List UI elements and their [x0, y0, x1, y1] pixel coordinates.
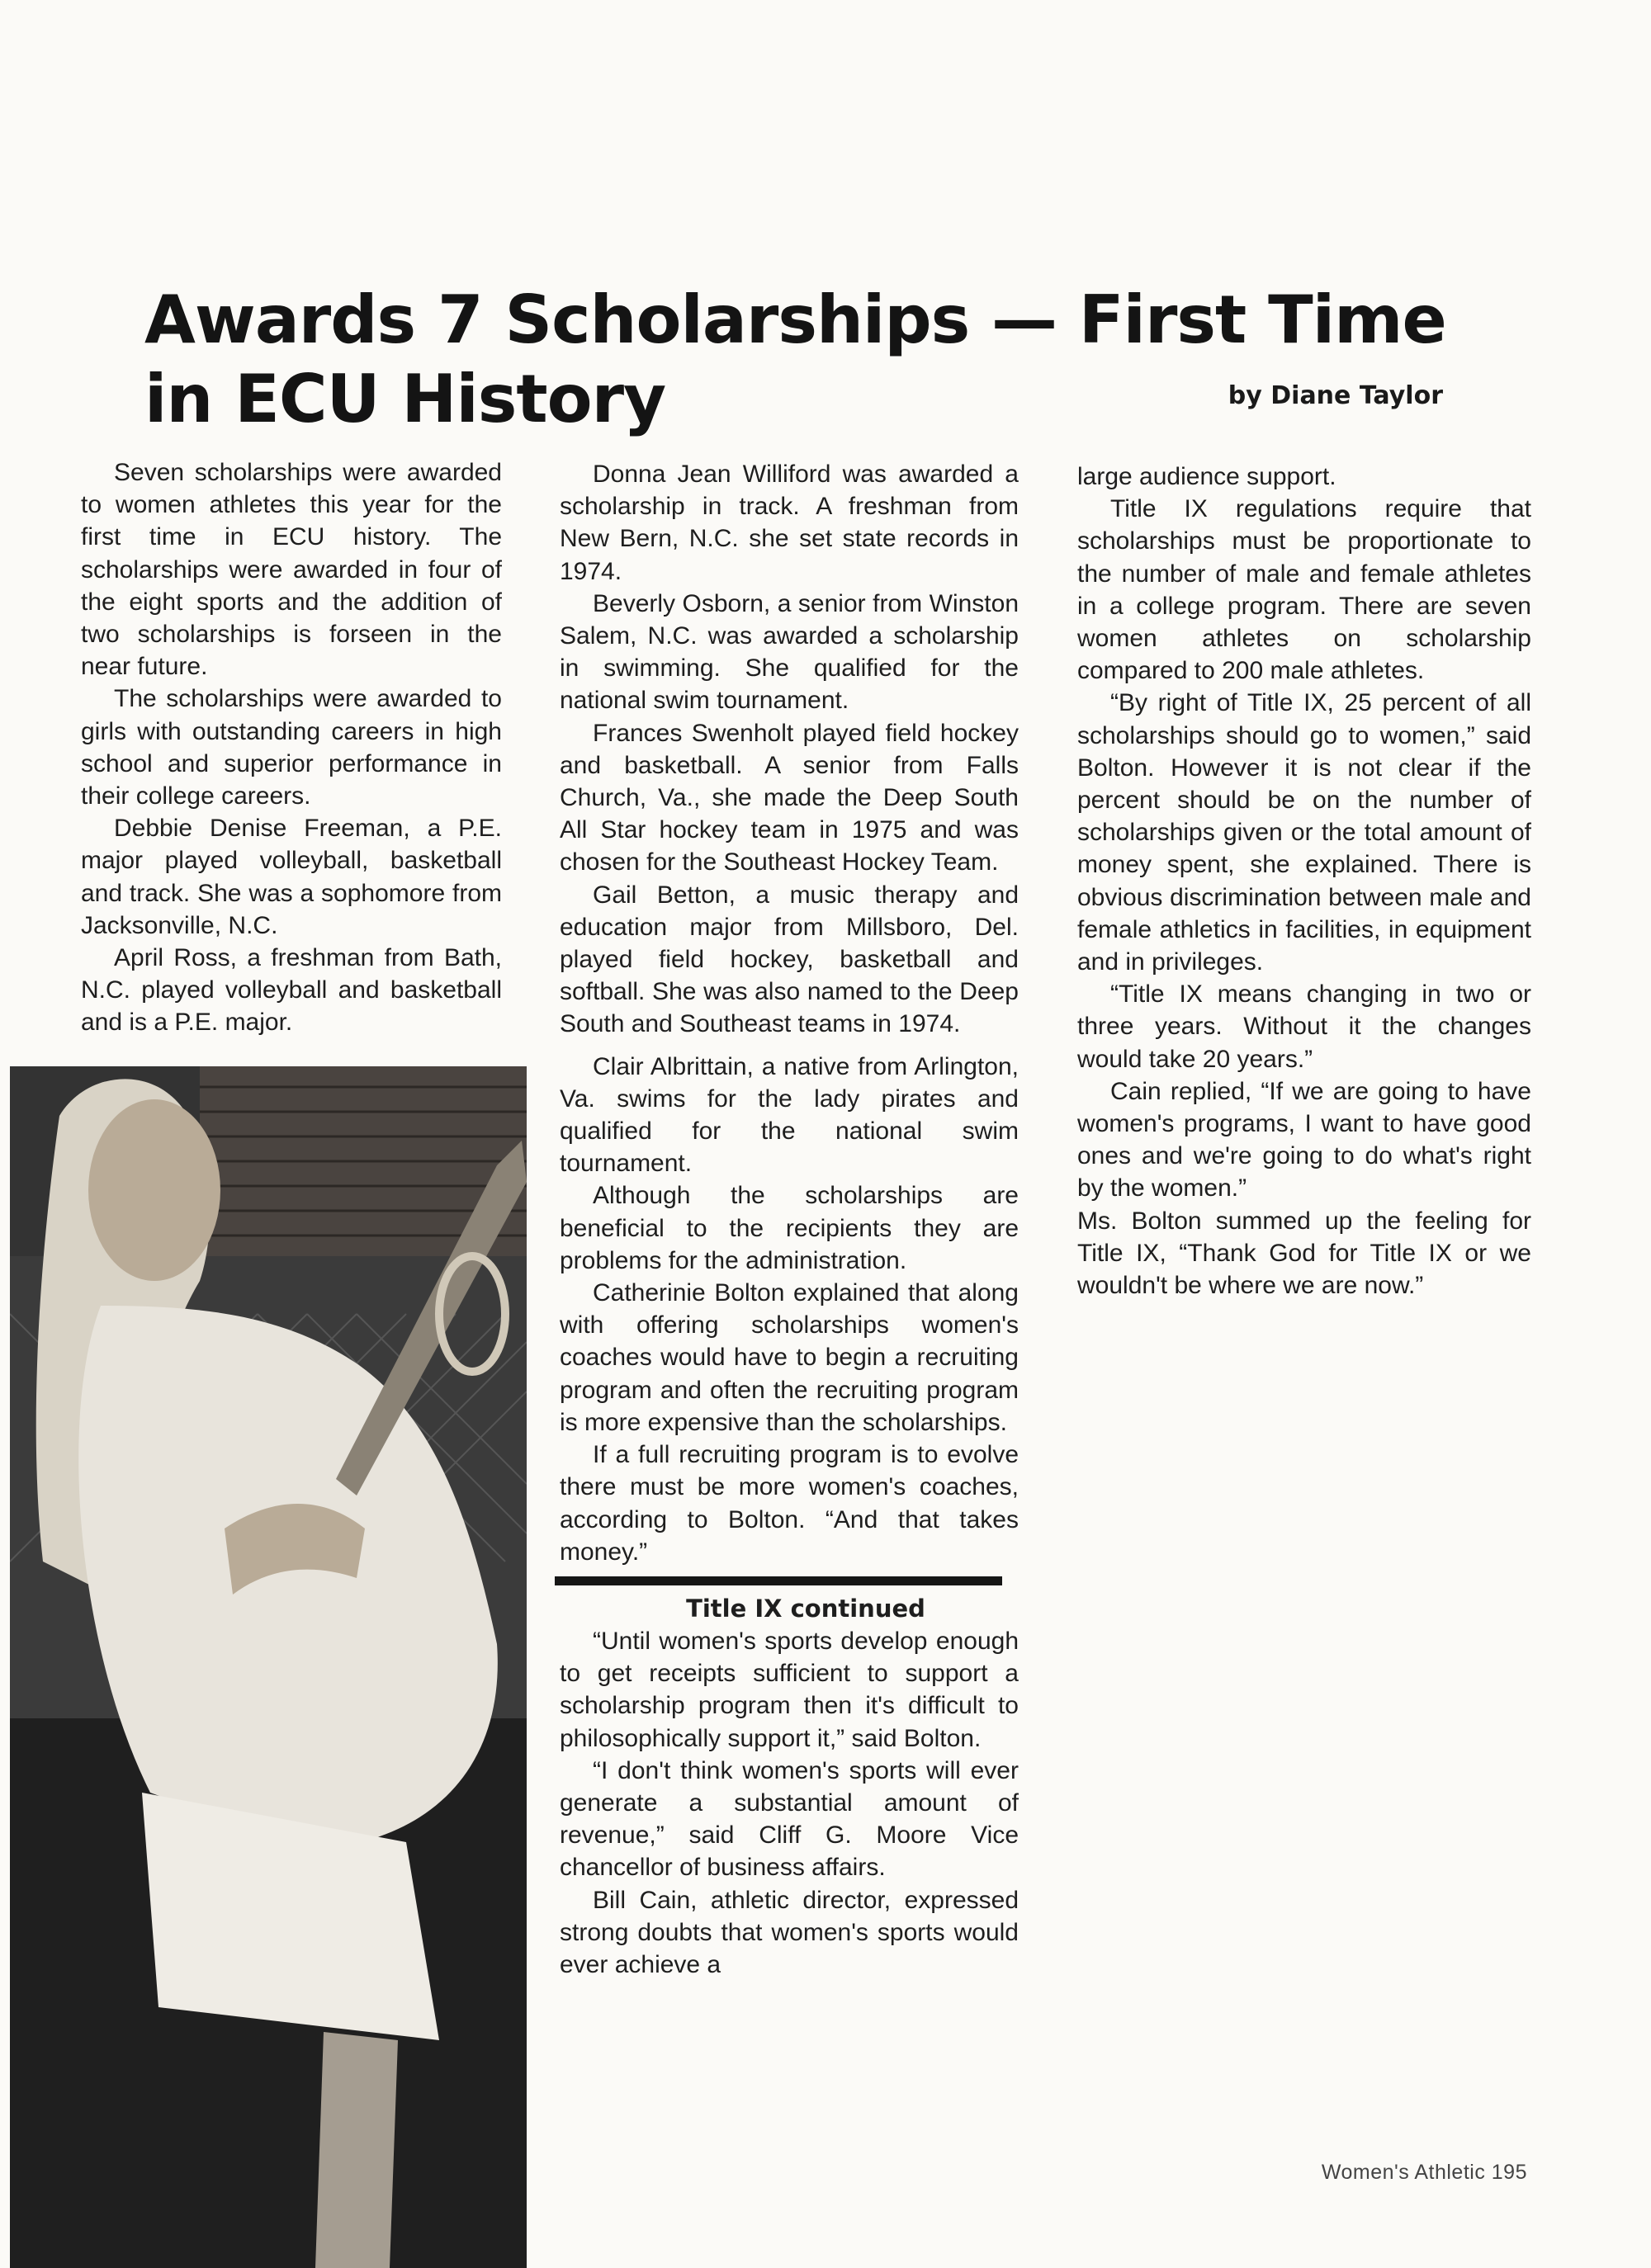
section-divider	[555, 1576, 1002, 1585]
paragraph: Bill Cain, athletic director, expressed strong doubts that women's sports would ever achieve a	[560, 1886, 1019, 1978]
paragraph: Cain replied, “If we are going to have women's programs, I want to have good ones and we're going to do what's right by the women.”	[1077, 1077, 1531, 1203]
paragraph: Although the scholarships are beneficial to the recipients they are problems for the administration.	[560, 1182, 1019, 1274]
paragraph: Catherinie Bolton explained that along with offering scholarships women's coaches would have to begin a recruiting program and often the recruiting program is more expensive than the scholarships.	[560, 1279, 1019, 1436]
paragraph: large audience support.	[1077, 463, 1336, 490]
paragraph: “Title IX means changing in two or three years. Without it the changes would take 20 years.”	[1077, 980, 1531, 1073]
paragraph: “I don't think women's sports will ever generate a substantial amount of revenue,” said Cliff G. Moore Vice chancellor of business affairs.	[560, 1756, 1019, 1882]
paragraph: Debbie Denise Freeman, a P.E. major played volleyball, basketball and track. She was a sophomore from Jacksonville, N.C.	[81, 815, 502, 939]
paragraph: Donna Jean Williford was awarded a scholarship in track. A freshman from New Bern, N.C. she set state records in 1974.	[560, 461, 1019, 585]
paragraph: Beverly Osborn, a senior from Winston Salem, N.C. was awarded a scholarship in swimming. She qualified for the national swim tournament.	[560, 589, 1019, 715]
paragraph: Clair Albrittain, a native from Arlington, Va. swims for the lady pirates and qualified for the national swim tournament.	[560, 1052, 1019, 1178]
paragraph: The scholarships were awarded to girls with outstanding careers in high school and superior performance in their college careers.	[81, 685, 502, 810]
article-column-2	[560, 458, 1019, 1981]
byline: by Diane Taylor	[1228, 381, 1443, 410]
page-folio: Women's Athletic 195	[1321, 2161, 1527, 2184]
field-hockey-player-photo	[10, 1066, 527, 2268]
paragraph: “Until women's sports develop enough to get receipts sufficient to support a scholarship program then it's difficult to philosophically support it,” said Bolton.	[560, 1627, 1019, 1752]
paragraph: “By right of Title IX, 25 percent of all scholarships should go to women,” said Bolton. However it is not clear if the percent should be on the number of scholarships given or the total amount of money spent, she explained. There is obvious discrimination between male and female athletics in facilities, in equipment and in privileges.	[1077, 689, 1531, 976]
paragraph: Frances Swenholt played field hockey and basketball. A senior from Falls Church, Va., she made the Deep South All Star hockey team in 1975 and was chosen for the Southeast Hockey Team.	[560, 719, 1019, 876]
headline: Awards 7 Scholarships — First Time in ECU History	[144, 281, 1446, 437]
continued-subhead: Title IX continued	[686, 1594, 925, 1623]
paragraph: April Ross, a freshman from Bath, N.C. played volleyball and basketball and is a P.E. major.	[81, 944, 502, 1037]
article-column-3	[1077, 461, 1531, 1302]
paragraph: If a full recruiting program is to evolve there must be more women's coaches, according to Bolton. “And that takes money.”	[560, 1441, 1019, 1566]
paragraph: Seven scholarships were awarded to women athletes this year for the first time in ECU history. The scholarships were awarded in four of the eight sports and the addition of two scholarships is forseen in the near future.	[81, 459, 502, 681]
paragraph: Gail Betton, a music therapy and education major from Millsboro, Del. played field hockey, basketball and softball. She was also named to the Deep South and Southeast teams in 1974.	[560, 881, 1019, 1038]
article-column-1	[81, 456, 502, 1039]
paragraph: Title IX regulations require that scholarships must be proportionate to the number of male and female athletes in a college program. There are seven women athletes on scholarship compared to 200 male athletes.	[1077, 495, 1531, 685]
paragraph: Ms. Bolton summed up the feeling for Title IX, “Thank God for Title IX or we wouldn't be where we are now.”	[1077, 1207, 1531, 1300]
